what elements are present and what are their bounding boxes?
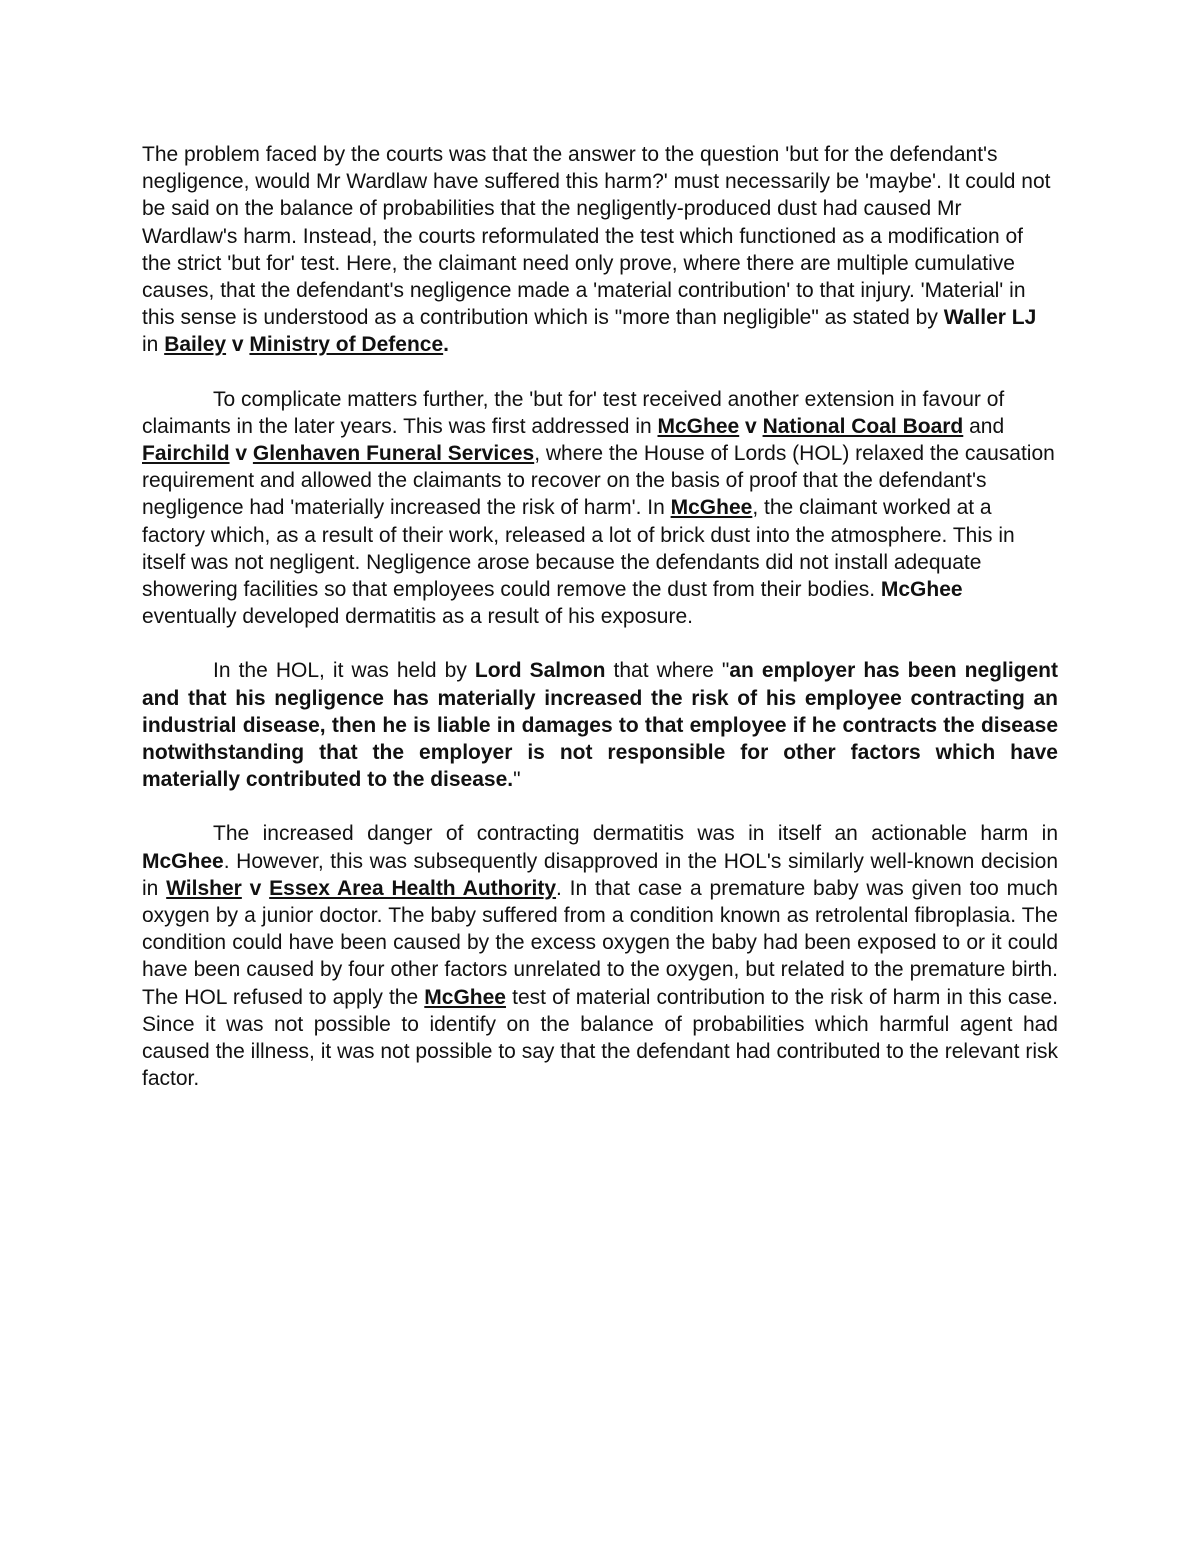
bold-text: v — [229, 442, 253, 466]
bold-text: McGhee — [880, 578, 963, 602]
bold-text: Waller LJ — [943, 306, 1037, 330]
case-name: Fairchild — [142, 442, 230, 466]
case-name: Essex Area Health Authority — [269, 876, 556, 900]
case-name: Wilsher — [166, 876, 242, 900]
case-name: McGhee — [424, 985, 506, 1009]
bold-text: Lord Salmon — [474, 659, 606, 683]
text-run: , where the House of Lords (HOL) relaxed the causation requirement and allowed the claimants to recover on the basis of proof that the defendant's negligence had 'materially increased the risk of harm'. In — [142, 442, 1055, 520]
text-run: eventually developed dermatitis as a result of his exposure. — [142, 605, 693, 629]
text-run: , the claimant worked at a factory which, as a result of their work, released a lot of brick dust into the atmosphere. This in itself was not negligent. Negligence arose because the defendants did not install adequate showering facilities so that employees could remove the dust from their bodies. — [142, 496, 1015, 602]
case-name: Ministry of Defence — [249, 333, 444, 357]
text-run: The problem faced by the courts was that the answer to the question 'but for the defendant's negligence, would Mr Wardlaw have suffered this harm?' must necessarily be 'maybe'. It could not be said on the balance of probabilities that the negligently-produced dust had caused Mr Wardlaw's harm. Instead, the courts reformulated the test which functioned as a modification of the strict 'but for' test. Here, the claimant need only prove, where there are multiple cumulative causes, that the defendant's negligence made a 'material contribution' to that injury. 'Material' in this sense is understood as a contribution which is "more than negligible" as stated by — [142, 143, 1051, 330]
case-name: National Coal Board — [762, 414, 964, 438]
bold-text: McGhee — [142, 849, 224, 873]
text-run: In the HOL, it was held by — [213, 659, 475, 683]
case-name: McGhee — [670, 496, 753, 520]
paragraph-2 — [142, 386, 1058, 631]
bold-text: v — [241, 876, 270, 900]
bold-text: v — [739, 414, 763, 438]
paragraph-3 — [142, 657, 1058, 793]
text-run: that where " — [605, 659, 730, 683]
document-page — [142, 141, 1058, 1093]
bold-text: an employer has been negligent and that his negligence has materially increased the risk of his employee contracting an industrial disease, then he is liable in damages to that employee if he contracts the disease notwithstanding that the employer is not responsible for other factors which have materially contributed to the disease. — [142, 659, 1059, 792]
case-name: McGhee — [657, 414, 740, 438]
text-run: To complicate matters further, the 'but for' test received another extension in favour of claimants in the later years. This was first addressed in — [142, 387, 1005, 438]
case-name: Glenhaven Funeral Services — [252, 442, 535, 466]
paragraph-4 — [142, 820, 1058, 1092]
case-name: Bailey — [164, 333, 227, 357]
text-run: The increased danger of contracting dermatitis was in itself an actionable harm in — [213, 822, 1058, 846]
text-run: . In that case a premature baby was given too much oxygen by a junior doctor. The baby suffered from a condition known as retrolental fibroplasia. The condition could have been caused by the excess oxygen the baby had been exposed to or it could have been caused by four other factors unrelated to the oxygen, but related to the premature birth. The HOL refused to apply the — [142, 876, 1058, 1009]
text-run: and — [963, 414, 1005, 438]
bold-text: v — [226, 333, 250, 357]
bold-text: . — [443, 333, 449, 357]
text-run: . However, this was subsequently disapproved in the HOL's similarly well-known decision in — [142, 849, 1058, 900]
text-run: in — [142, 333, 165, 357]
text-run: " — [513, 768, 521, 792]
text-run: test of material contribution to the risk of harm in this case. Since it was not possible to identify on the balance of probabilities which harmful agent had caused the illness, it was not possible to say that the defendant had contributed to the relevant risk factor. — [142, 985, 1059, 1091]
paragraph-1 — [142, 141, 1058, 359]
